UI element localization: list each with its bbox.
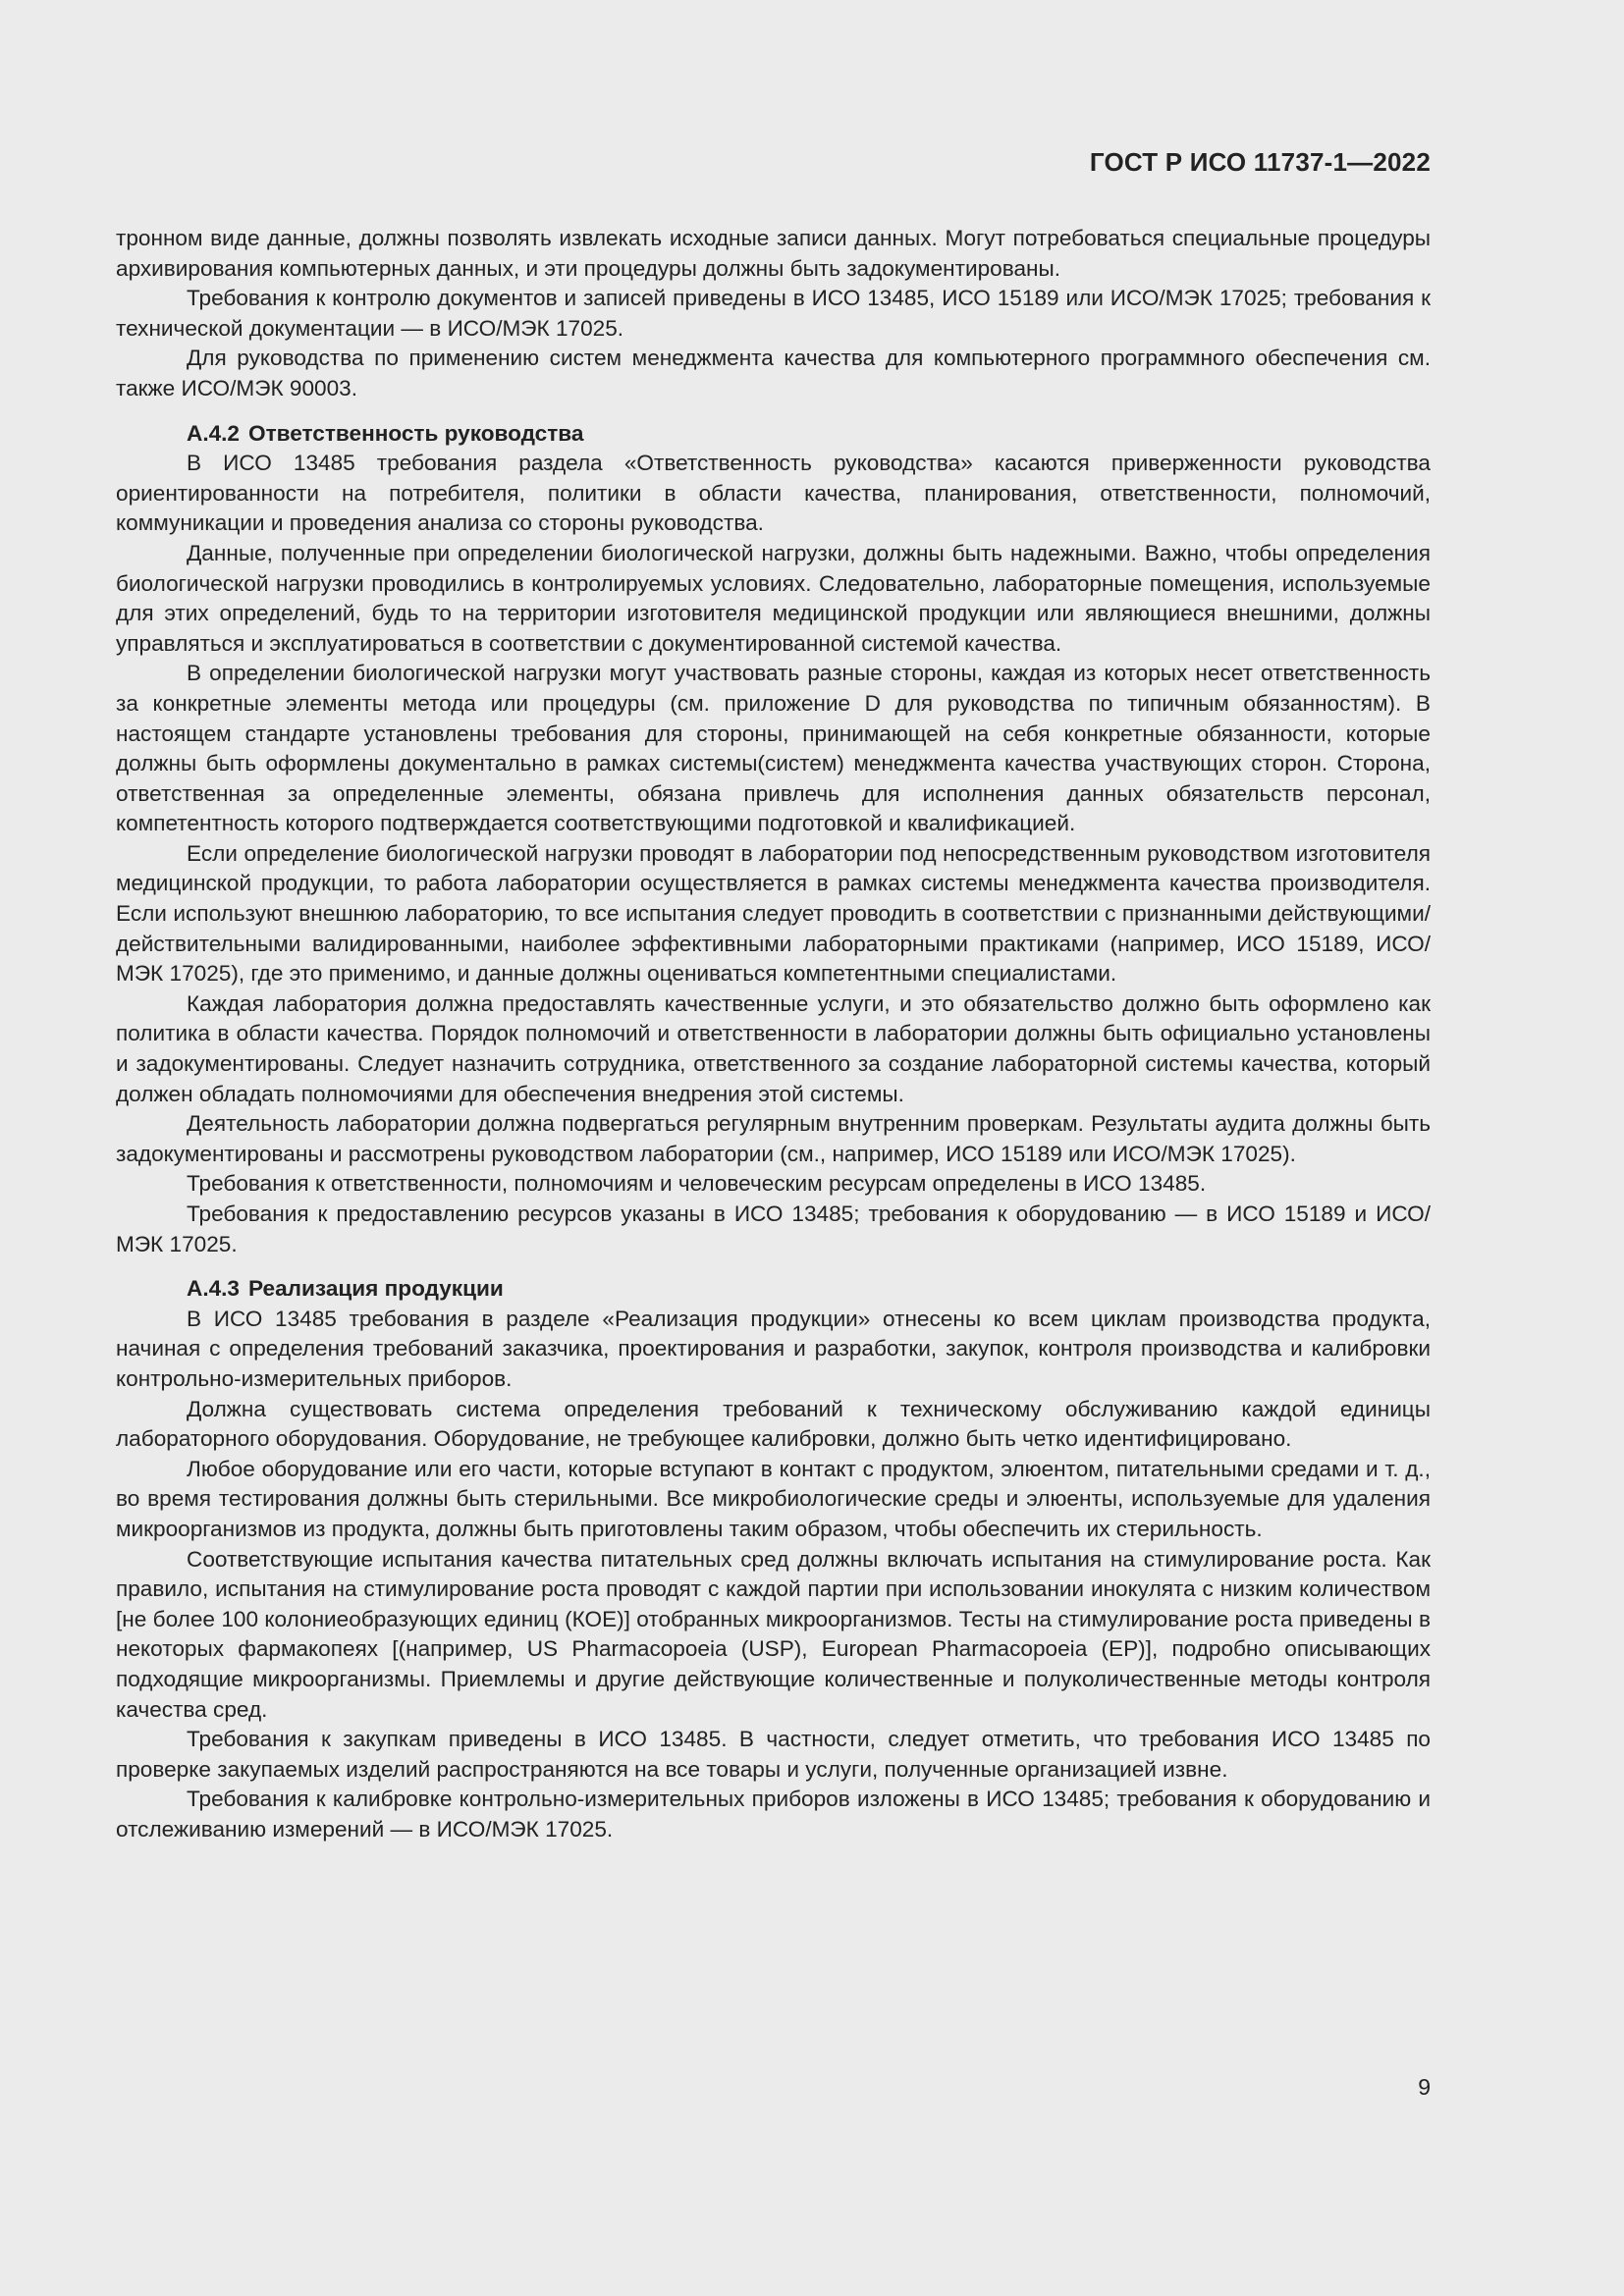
paragraph: Для руководства по применению систем менеджмента качества для компьютерного программного обеспечения см. также ИСО/МЭК 90003.	[116, 346, 1431, 400]
document-code-header: ГОСТ Р ИСО 11737-1—2022	[1089, 147, 1431, 177]
paragraph: Должна существовать система определения требований к техническому обслуживанию каждой единицы лабораторного оборудования. Оборудование, не требующее калибровки, должно быть четко идентифицировано.	[116, 1396, 1431, 1452]
paragraph: Соответствующие испытания качества питательных сред должны включать испытания на стимулирование роста. Как правило, испытания на стимулирование роста проводят с каждой партии при использовании инокулята с низким количеством [не более 100 колониеобразующих единиц (КОЕ)] отобранных микроорганизмов. Тесты на стимулирование роста приведены в некоторых фармакопеях [(например, US Pharmacopoeia (USP), European Pharmacopoeia (EP)], подробно описывающих подходящие микроорганизмы. Приемлемы и другие действующие количественные и полуколичественные методы контроля качества сред.	[116, 1546, 1431, 1722]
paragraph: Данные, полученные при определении биологической нагрузки, должны быть надежными. Важно, чтобы определения биологической нагрузки проводились в контролируемых условиях. Следовательно, лабораторные помещения, используемые для этих определений, будь то на территории изготовителя медицинской продукции или являющиеся внешними, должны управляться и эксплуатироваться в соответствии с документированной системой качества.	[116, 540, 1431, 656]
paragraph: Требования к предоставлению ресурсов указаны в ИСО 13485; требования к оборудованию — в ИСО 15189 и ИСО/МЭК 17025.	[116, 1201, 1431, 1256]
paragraph: Каждая лаборатория должна предоставлять качественные услуги, и это обязательство должно быть оформлено как политика в области качества. Порядок полномочий и ответственности в лаборатории должны быть официально установлены и задокументированы. Следует назначить сотрудника, ответственного за создание лабораторной системы качества, который должен обладать полномочиями для обеспечения внедрения этой системы.	[116, 990, 1431, 1106]
section-heading-a42	[116, 419, 1431, 450]
section-title: Ответственность руководства	[248, 420, 584, 446]
document-body	[116, 224, 1431, 1844]
section-heading-a43	[116, 1274, 1431, 1305]
section-title: Реализация продукции	[248, 1276, 504, 1302]
paragraph: Требования к ответственности, полномочиям и человеческим ресурсам определены в ИСО 13485.	[187, 1171, 1207, 1197]
section-number: А.4.3	[187, 1276, 241, 1302]
paragraph: В ИСО 13485 требования в разделе «Реализация продукции» отнесены ко всем циклам производства продукта, начиная с определения требований заказчика, проектирования и разработки, закупок, контроля производства и калибровки контрольно-измерительных приборов.	[116, 1306, 1431, 1391]
paragraph: Требования к контролю документов и записей приведены в ИСО 13485, ИСО 15189 или ИСО/МЭК 17025; требования к технической документации — в ИСО/МЭК 17025.	[116, 286, 1431, 341]
paragraph: В определении биологической нагрузки могут участвовать разные стороны, каждая из которых несет ответственность за конкретные элементы метода или процедуры (см. приложение D для руководства по типичным обязанностям). В настоящем стандарте установлены требования для стороны, принимающей на себя конкретные обязанности, которые должны быть оформлены документально в рамках системы(систем) менеджмента качества участвующих сторон. Сторона, ответственная за определенные элементы, обязана привлечь для исполнения данных обязательств персонал, компетентность которого подтверждается соответствующими подготовкой и квалификацией.	[116, 661, 1431, 836]
paragraph: тронном виде данные, должны позволять извлекать исходные записи данных. Могут потребоваться специальные процедуры архивирования компьютерных данных, и эти процедуры должны быть задокументированы.	[116, 226, 1431, 281]
page-number: 9	[1418, 2074, 1431, 2100]
paragraph: Требования к калибровке контрольно-измерительных приборов изложены в ИСО 13485; требования к оборудованию и отслеживанию измерений — в ИСО/МЭК 17025.	[116, 1787, 1431, 1842]
paragraph: В ИСО 13485 требования раздела «Ответственность руководства» касаются приверженности руководства ориентированности на потребителя, политики в области качества, планирования, ответственности, полномочий, коммуникации и проведения анализа со стороны руководства.	[116, 451, 1431, 536]
paragraph: Если определение биологической нагрузки проводят в лаборатории под непосредственным руководством изготовителя медицинской продукции, то работа лаборатории осуществляется в рамках системы менеджмента качества производителя. Если используют внешнюю лабораторию, то все испытания следует проводить в соответствии с признанными действующими/действительными валидированными, наиболее эффективными лабораторными практиками (например, ИСО 15189, ИСО/МЭК 17025), где это применимо, и данные должны оцениваться компетентными специалистами.	[116, 840, 1431, 987]
paragraph: Деятельность лаборатории должна подвергаться регулярным внутренним проверкам. Результаты аудита должны быть задокументированы и рассмотрены руководством лаборатории (см., например, ИСО 15189 или ИСО/МЭК 17025).	[116, 1111, 1431, 1166]
section-number: А.4.2	[187, 420, 241, 446]
paragraph: Любое оборудование или его части, которые вступают в контакт с продуктом, элюентом, питательными средами и т. д., во время тестирования должны быть стерильными. Все микробиологические среды и элюенты, используемые для удаления микроорганизмов из продукта, должны быть приготовлены таким образом, чтобы обеспечить их стерильность.	[116, 1456, 1431, 1541]
paragraph: Требования к закупкам приведены в ИСО 13485. В частности, следует отметить, что требования ИСО 13485 по проверке закупаемых изделий распространяются на все товары и услуги, полученные организацией извне.	[116, 1727, 1431, 1782]
